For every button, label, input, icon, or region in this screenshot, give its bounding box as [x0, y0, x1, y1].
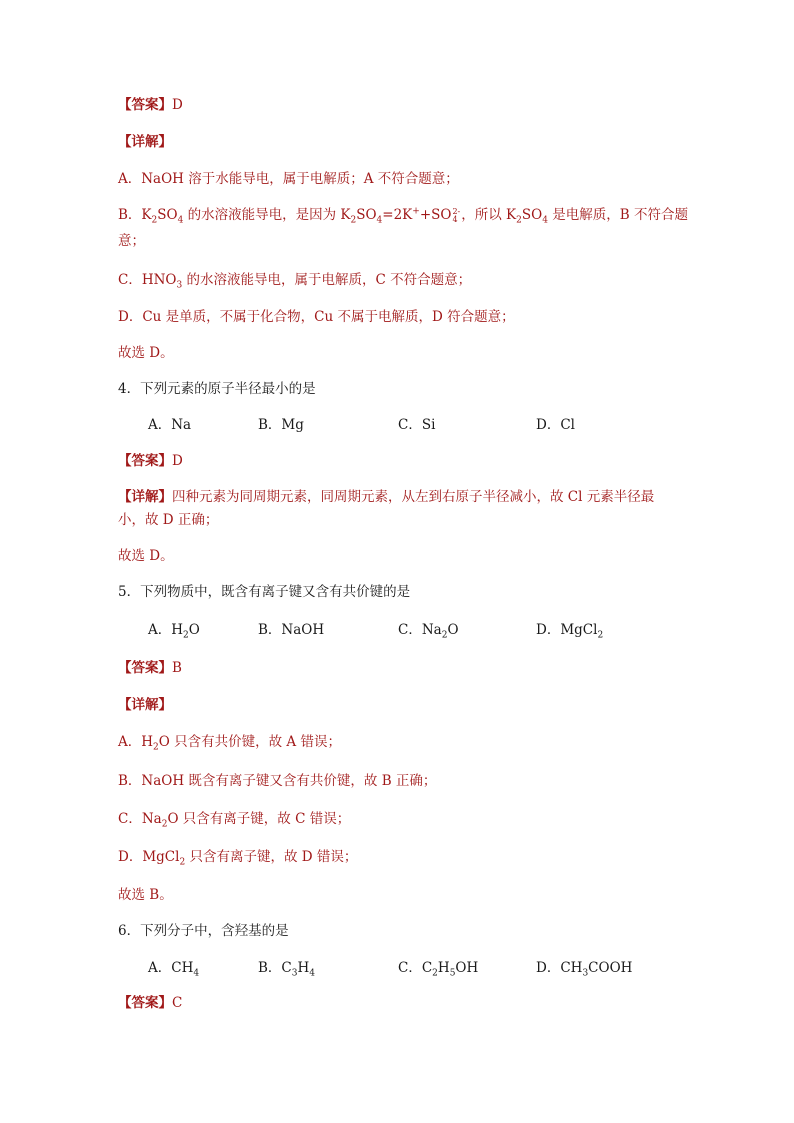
- q3-conclusion: 故选 D。: [118, 345, 174, 361]
- q4-option-d: D．Cl: [536, 417, 575, 433]
- q5-detail-a: A．$H_2O$ 只含有共价键，故 A 错误；: [118, 734, 341, 753]
- q5-detail-d: D．MgCl$_2$ 只含有离子键，故 D 错误；: [118, 849, 358, 868]
- q6-option-b: B．$C_3H_4$: [258, 960, 315, 979]
- q6-option-a: A．$CH_4$: [148, 960, 200, 979]
- q4-detail-cont: 小，故 D 正确；: [118, 512, 219, 528]
- q5-answer-line: 【答案】B: [118, 660, 182, 676]
- q3-detail-d: D．Cu 是单质，不属于化合物，Cu 不属于电解质，D 符合题意；: [118, 309, 515, 325]
- q6-option-d: D．$CH_3COOH$: [536, 960, 633, 979]
- q5-stem: 5．下列物质中，既含有离子键又含有共价键的是: [118, 584, 411, 600]
- q4-option-c: C．Si: [398, 417, 436, 433]
- q3-detail-a: A．NaOH 溶于水能导电，属于电解质；A 不符合题意；: [118, 171, 459, 187]
- q4-stem: 4．下列元素的原子半径最小的是: [118, 381, 316, 397]
- q3-answer-line: [118, 96, 183, 114]
- answer-value: D: [172, 97, 183, 113]
- q4-answer-line: 【答案】D: [118, 453, 183, 469]
- answer-tag: 【答案】: [118, 97, 172, 113]
- q5-detail-b: B．NaOH 既含有离子键又含有共价键，故 B 正确；: [118, 773, 437, 789]
- q3-detail-b: B．$K_2SO_4$ 的水溶液能导电，是因为 $K_2SO_4=2K^++SO$ 2- 4 ，所以 $K_2SO_4$ 是电解质，B 不符合题: [118, 206, 688, 226]
- q5-option-b: B．NaOH: [258, 622, 325, 638]
- q4-detail: 【详解】四种元素为同周期元素，同周期元素，从左到右原子半径减小，故 Cl 元素半径最: [118, 489, 655, 505]
- q6-option-c: C．$C_2H_5OH$: [398, 960, 479, 979]
- sulfate-charge: 2- 4: [452, 206, 461, 224]
- q5-option-a: A．$H_2O$: [148, 622, 200, 641]
- q3-detail-b-cont: 意；: [118, 233, 145, 249]
- q5-detail-c: C．$Na_2O$ 只含有离子键，故 C 错误；: [118, 811, 351, 830]
- q3-detail-tag: 【详解】: [118, 134, 172, 150]
- q4-option-b: B．Mg: [258, 417, 304, 433]
- q5-conclusion: 故选 B。: [118, 887, 173, 903]
- q4-conclusion: 故选 D。: [118, 548, 174, 564]
- q3-detail-c: C．$HNO_3$ 的水溶液能导电，属于电解质，C 不符合题意；: [118, 272, 472, 291]
- q5-option-c: C．$Na_2O$: [398, 622, 459, 641]
- q6-stem: 6．下列分子中，含羟基的是: [118, 923, 289, 939]
- q4-option-a: A．Na: [148, 417, 192, 433]
- q6-answer-line: 【答案】C: [118, 995, 183, 1011]
- q5-option-d: D．MgCl$_2$: [536, 622, 604, 641]
- q5-detail-tag: 【详解】: [118, 697, 172, 713]
